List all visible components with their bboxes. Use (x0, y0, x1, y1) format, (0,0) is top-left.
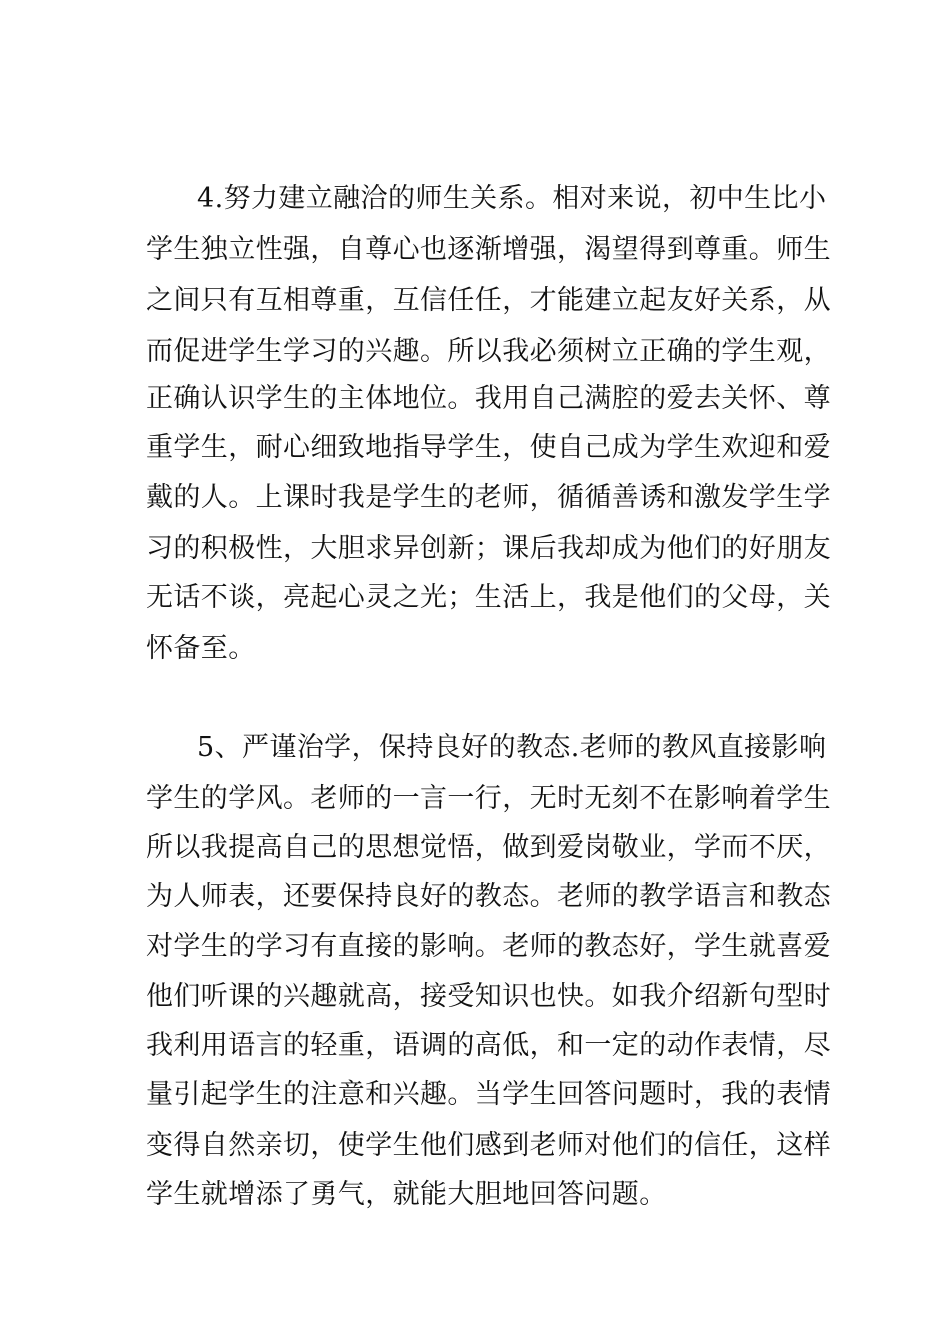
paragraph-line: 习的积极性，大胆求异创新；课后我却成为他们的好朋友 (146, 533, 831, 564)
paragraph-line: 对学生的学习有直接的影响。老师的教态好，学生就喜爱 (146, 931, 831, 962)
paragraph-line: 戴的人。上课时我是学生的老师，循循善诱和激发学生学 (146, 482, 831, 513)
paragraph-line: 而促进学生学习的兴趣。所以我必须树立正确的学生观， (146, 336, 831, 367)
paragraph-line: 之间只有互相尊重，互信任任，才能建立起友好关系，从 (146, 285, 831, 316)
paragraph-line: 我利用语言的轻重，语调的高低，和一定的动作表情，尽 (146, 1030, 831, 1061)
paragraph-line: 正确认识学生的主体地位。我用自己满腔的爱去关怀、尊 (146, 383, 831, 414)
paragraph-line: 变得自然亲切，使学生他们感到老师对他们的信任，这样 (146, 1130, 831, 1161)
paragraph-line: 所以我提高自己的思想觉悟，做到爱岗敬业，学而不厌， (146, 832, 831, 863)
paragraph-line: 重学生，耐心细致地指导学生，使自己成为学生欢迎和爱 (146, 432, 831, 463)
paragraph-line: 为人师表，还要保持良好的教态。老师的教学语言和教态 (146, 881, 831, 912)
paragraph-line: 量引起学生的注意和兴趣。当学生回答问题时，我的表情 (146, 1079, 831, 1110)
paragraph-line: 无话不谈，亮起心灵之光；生活上，我是他们的父母，关 (146, 582, 831, 613)
paragraph-line: 学生的学风。老师的一言一行，无时无刻不在影响着学生 (146, 783, 831, 814)
paragraph-line: 学生独立性强，自尊心也逐渐增强，渴望得到尊重。师生 (146, 234, 831, 265)
paragraph-line: 怀备至。 (146, 633, 256, 664)
paragraph-line: 5、严谨治学，保持良好的教态.老师的教风直接影响 (197, 732, 827, 763)
paragraph-line: 学生就增添了勇气，就能大胆地回答问题。 (146, 1179, 667, 1210)
paragraph-line: 他们听课的兴趣就高，接受知识也快。如我介绍新句型时 (146, 981, 831, 1012)
paragraph-line: 4.努力建立融洽的师生关系。相对来说，初中生比小 (197, 183, 827, 214)
